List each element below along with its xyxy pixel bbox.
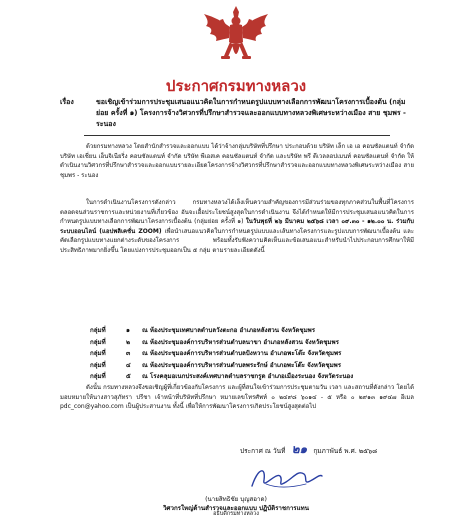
page-title: ประกาศกรมทางหลวง	[165, 77, 307, 95]
meeting-groups-list	[90, 325, 414, 383]
group-number: ๓	[126, 350, 131, 357]
group-label: กลุ่มที่	[90, 373, 106, 380]
group-number: ๕	[126, 373, 131, 380]
list-item	[90, 360, 414, 372]
meeting-datetime: ในวันพุธที่ ๒๖ มีนาคม ๒๕๖๘ เวลา ๐๙.๓๐ - ๑๒.๐๐ น. ร่วมกับระบบออนไลน์ (แอปพลิเคชั่น ZOOM)	[60, 218, 414, 235]
list-item	[90, 337, 414, 349]
announcement-date	[240, 440, 377, 459]
group-number: ๔	[126, 361, 131, 369]
intro-paragraph-text: ด้วยกรมทางหลวง โดยสำนักสำรวจและออกแบบ ได้ว่าจ้างกลุ่มบริษัทที่ปรึกษา ประกอบด้วย บริษัท เล็ก เอ เอ คอนซัลแตนท์ จำกัด บริษัท เอเชี่ยน เอ็นจิเนียริ่ง คอนซัลแตนท์ จำกัด บริษัท พีเอสเค คอนซัลแตนท์ จำกัด และบริษัท พรี ดีเวลลอปเมนท์ คอนซัลแตนท์ จำกัด ให้ดำเนินงานวิศวกรที่ปรึกษาสำรวจและออกแบบรายละเอียดโครงการจ้างวิศวกรที่ปรึกษาสำรวจและออกแบบทางหลวงพิเศษระหว่างเมือง สาย ชุมพร - ระนอง	[60, 143, 414, 179]
signer-position: วิศวกรใหญ่ด้านสำรวจและออกแบบ ปฏิบัติราชการแทน	[163, 505, 309, 512]
list-item	[90, 371, 414, 383]
date-prefix: ประกาศ ณ วันที่	[240, 447, 286, 455]
group-venue: ณ ห้องประชุมองค์การบริหารส่วนตำบลพระรักษ์ อำเภอพะโต๊ะ จังหวัดชุมพร	[142, 361, 342, 369]
group-label: กลุ่มที่	[90, 350, 106, 357]
date-rest: กุมภาพันธ์ พ.ศ. ๒๕๖๘	[313, 447, 378, 455]
signer-name: (นายสิทธิชัย บุญสอาด)	[205, 496, 267, 503]
group-venue: ณ ห้องประชุมองค์การบริหารส่วนตำบลนาขา อำเภอหลังสวน จังหวัดชุมพร	[142, 338, 339, 346]
group-venue: ณ โรงคลุมอเนกประสงค์เทศบาลตำบลราชกรูด อำเภอเมืองระนอง จังหวัดระนอง	[142, 373, 354, 380]
list-item	[90, 325, 414, 337]
group-venue: ณ ห้องประชุมองค์การบริหารส่วนตำบลปังหวาน อำเภอพะโต๊ะ จังหวัดชุมพร	[142, 350, 342, 357]
subject-label: เรื่อง	[60, 98, 74, 106]
group-label: กลุ่มที่	[90, 361, 106, 369]
signature-mark	[246, 462, 326, 494]
group-label: กลุ่มที่	[90, 327, 106, 334]
list-item	[90, 348, 414, 360]
meeting-paragraph-text-a: ในการดำเนินงานโครงการดังกล่าว กรมทางหลวงได้เล็งเห็นความสำคัญของการมีส่วนร่วมของทุกภาคส่วนในพื้นที่โครงการ ตลอดจนส่วนราชการและหน่วยงานที่เกี่ยวข้อง อันจะเอื้อประโยชน์สูงสุดในการดำเนินงาน จึงได้กำหนดให้มีการประชุมเสนอแนวคิดในการกำหนดรูปแบบทางเลือกการพัฒนาโครงการเบื้องต้น (กลุ่มย่อย ครั้งที่ ๑)	[60, 199, 414, 226]
subject-divider	[84, 135, 390, 136]
closing-paragraph	[60, 383, 414, 412]
garuda-emblem-icon	[198, 4, 274, 68]
closing-paragraph-text: ดังนั้น กรมทางหลวงจึงขอเชิญผู้ที่เกี่ยวข้องกับโครงการ และผู้ที่สนใจเข้าร่วมการประชุมตามวัน เวลา และสถานที่ดังกล่าว โดยได้มอบหมายให้นางสาวสุภัทรา ปรีชา เจ้าหน้าที่บริษัทที่ปรึกษา หมายเลขโทรศัพท์ ๐ ๒๔๙๘ ๖๐๑๔ - ๕ หรือ ๐ ๒๙๑๓ ๑๙๔๗ อีเมล pdc_con@yahoo.com เป็นผู้ประสานงาน ทั้งนี้ เพื่อให้การพัฒนาโครงการเกิดประโยชน์สูงสุดต่อไป	[60, 384, 414, 411]
group-label: กลุ่มที่	[90, 338, 106, 346]
meeting-paragraph	[60, 198, 414, 256]
intro-paragraph	[60, 142, 414, 180]
group-number: ๑	[126, 327, 130, 334]
meeting-paragraph-text-c: เพื่อนำเสนอแนวคิดในการกำหนดรูปแบบและเส้นทางโครงการและรูปแบบการพัฒนาเบื้องต้น และคัดเลือกรูปแบบทางแยกต่างระดับของโครงการ พร้อมทั้งรับฟังความคิดเห็นและข้อเสนอแนะสำหรับนำไปประกอบการศึกษาให้มีประสิทธิภาพมากยิ่งขึ้น โดยแบ่งการประชุมออกเป็น ๕ กลุ่ม ตามรายละเอียดดังนี้	[60, 227, 414, 254]
subject-text: ขอเชิญเข้าร่วมการประชุมเสนอแนวคิดในการกำหนดรูปแบบทางเลือกการพัฒนาโครงการเบื้องต้น (กลุ่มย่อย ครั้งที่ ๑) โครงการจ้างวิศวกรที่ปรึกษาสำรวจและออกแบบทางหลวงพิเศษระหว่างเมือง สาย ชุมพร - ระนอง	[96, 98, 406, 128]
date-day: ๒๑	[291, 442, 308, 456]
group-number: ๒	[126, 338, 131, 346]
group-venue: ณ ห้องประชุมเทศบาลตำบลวังตะกอ อำเภอหลังสวน จังหวัดชุมพร	[142, 327, 316, 334]
signer-organization: อธิบดีกรมทางหลวง	[213, 511, 259, 517]
